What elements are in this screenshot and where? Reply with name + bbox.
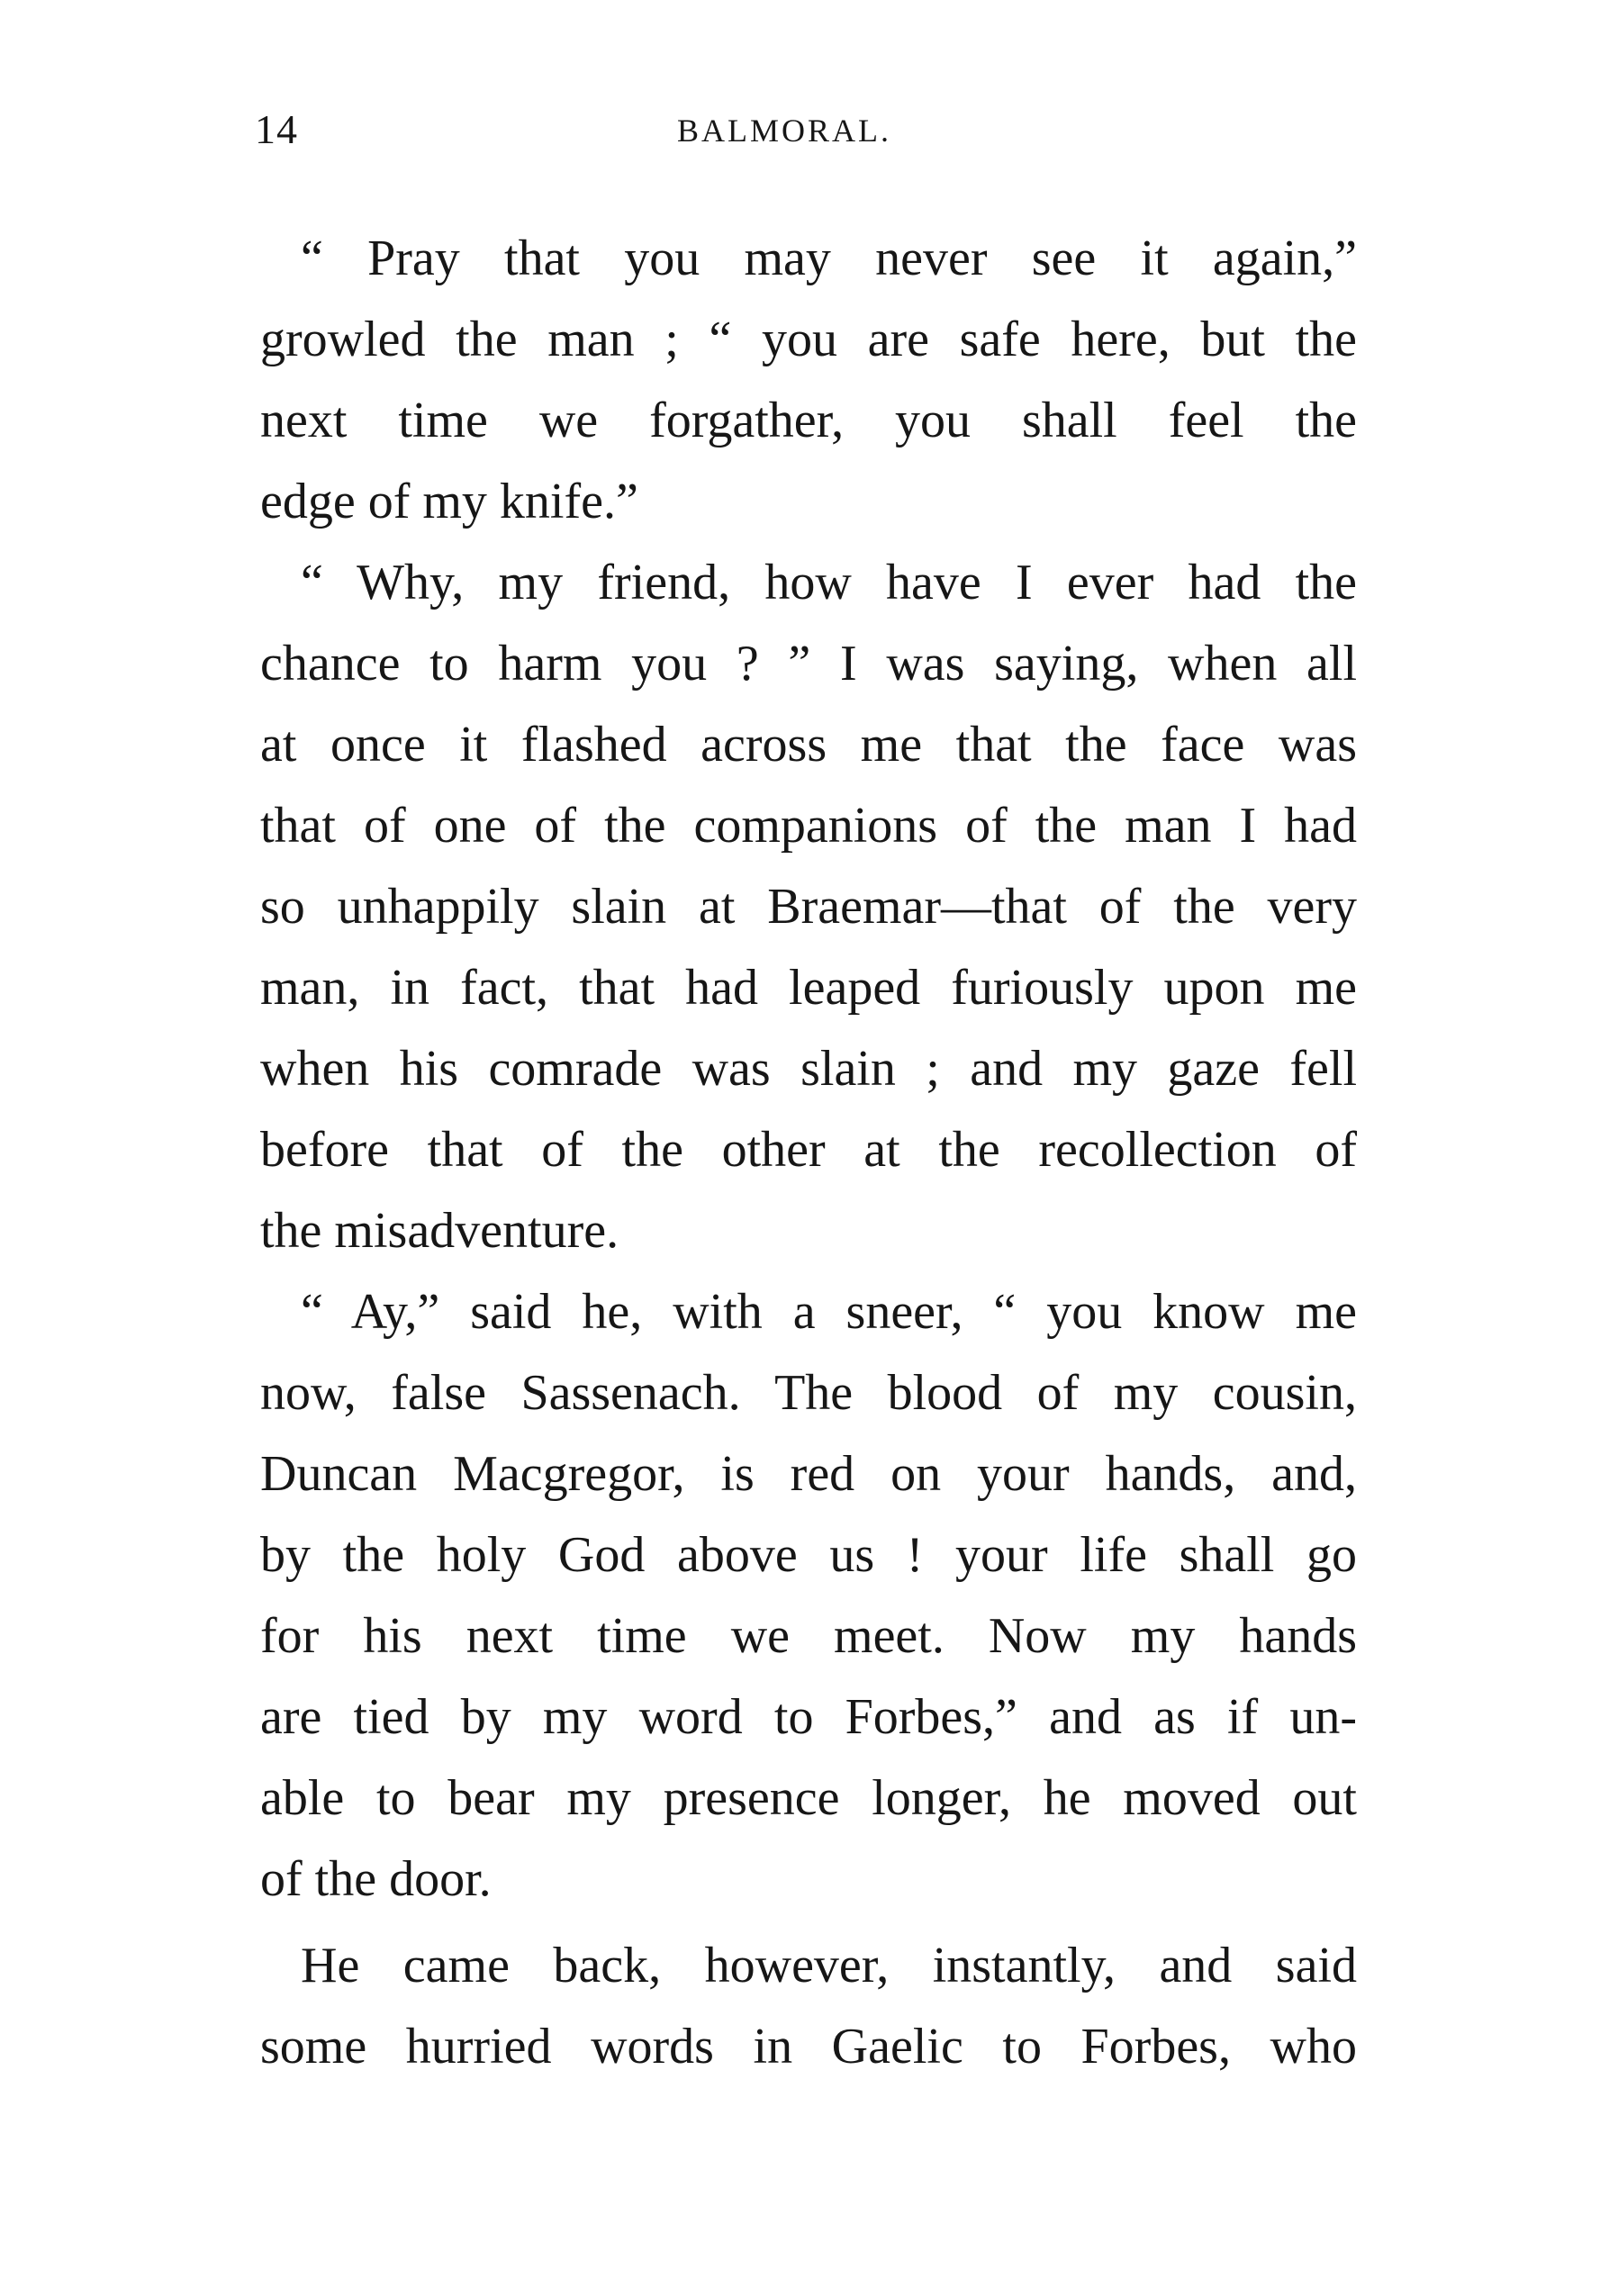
text-line: able to bear my presence longer, he moved out	[260, 1770, 1357, 1826]
text-line: Duncan Macgregor, is red on your hands, and,	[260, 1446, 1357, 1502]
text-line: chance to harm you ? ” I was saying, when all	[260, 636, 1357, 692]
body-text	[260, 218, 1357, 2087]
text-line: for his next time we meet. Now my hands	[260, 1608, 1357, 1664]
text-line: man, in fact, that had leaped furiously upon me	[260, 960, 1357, 1016]
text-line: some hurried words in Gaelic to Forbes, who	[260, 2019, 1357, 2075]
text-line: of the door.	[260, 1851, 492, 1907]
text-line: are tied by my word to Forbes,” and as if un-	[260, 1689, 1357, 1745]
text-line: the misadventure.	[260, 1203, 619, 1259]
running-title: BALMORAL.	[677, 113, 892, 149]
text-line: that of one of the companions of the man I had	[260, 798, 1357, 854]
text-line: when his comrade was slain ; and my gaze fell	[260, 1041, 1357, 1097]
text-line: before that of the other at the recollection of	[260, 1122, 1357, 1178]
text-line: “ Ay,” said he, with a sneer, “ you know me	[301, 1284, 1357, 1340]
text-line: edge of my knife.”	[260, 474, 638, 529]
text-line: “ Why, my friend, how have I ever had the	[301, 555, 1357, 610]
page-number: 14	[255, 106, 298, 152]
text-line: by the holy God above us ! your life shall go	[260, 1527, 1357, 1583]
text-line: so unhappily slain at Braemar—that of the very	[260, 879, 1357, 935]
text-line: now, false Sassenach. The blood of my cousin,	[260, 1365, 1357, 1421]
text-line: He came back, however, instantly, and said	[301, 1938, 1357, 1993]
text-line: “ Pray that you may never see it again,”	[301, 231, 1357, 286]
text-line: at once it flashed across me that the face was	[260, 717, 1357, 773]
text-line: growled the man ; “ you are safe here, but the	[260, 312, 1357, 367]
text-line: next time we forgather, you shall feel the	[260, 393, 1357, 448]
